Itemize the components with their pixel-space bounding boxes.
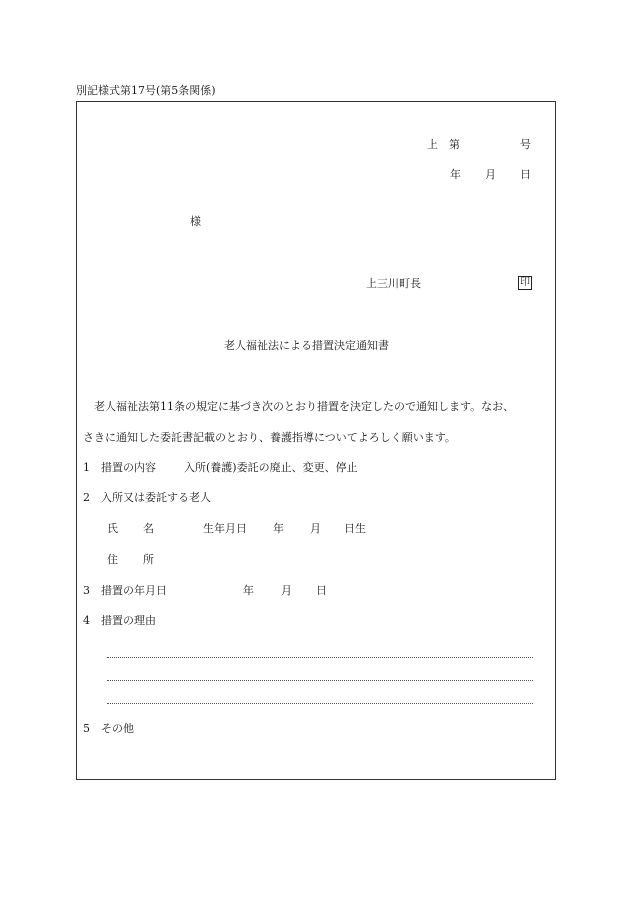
item-4-label: 措置の理由 — [101, 614, 156, 627]
reason-line-2 — [107, 680, 533, 681]
form-label: 別記様式第17号(第5条関係) — [76, 84, 216, 97]
number-prefix: 上 — [427, 138, 438, 151]
item-5-number: 5 — [83, 722, 90, 735]
reason-line-3 — [107, 703, 533, 704]
issuer-name: 上三川町長 — [366, 277, 421, 290]
name-label-1: 氏 — [107, 522, 118, 535]
measure-month: 月 — [281, 584, 292, 597]
number-dai: 第 — [449, 138, 460, 151]
birth-year: 年 — [273, 522, 284, 535]
body-line-1: 老人福祉法第11条の規定に基づき次のとおり措置を決定したので通知します。なお、 — [94, 400, 515, 413]
date-month: 月 — [485, 168, 496, 181]
date-day: 日 — [520, 168, 531, 181]
item-5-label: その他 — [101, 722, 134, 735]
addressee-suffix: 様 — [190, 215, 201, 228]
birth-label: 生年月日 — [203, 522, 247, 535]
item-1-number: 1 — [83, 461, 90, 474]
item-1-value: 入所(養護)委託の廃止、変更、停止 — [184, 461, 358, 474]
number-go: 号 — [520, 138, 531, 151]
date-year: 年 — [450, 168, 461, 181]
item-2-number: 2 — [83, 491, 90, 504]
item-3-label: 措置の年月日 — [101, 584, 167, 597]
measure-year: 年 — [243, 584, 254, 597]
item-3-number: 3 — [83, 584, 90, 597]
seal-label: 印 — [520, 277, 530, 288]
address-label-1: 住 — [107, 553, 118, 566]
item-4-number: 4 — [83, 614, 90, 627]
document-title: 老人福祉法による措置決定通知書 — [224, 339, 389, 352]
birth-month: 月 — [310, 522, 321, 535]
seal-mark — [518, 276, 532, 290]
name-label-2: 名 — [143, 522, 154, 535]
birth-day: 日生 — [344, 522, 366, 535]
item-2-label: 入所又は委託する老人 — [101, 491, 211, 504]
address-label-2: 所 — [143, 553, 154, 566]
item-1-label: 措置の内容 — [101, 461, 156, 474]
reason-line-1 — [107, 657, 533, 658]
body-line-2: さきに通知した委託書記載のとおり、養護指導についてよろしく願います。 — [83, 431, 456, 444]
measure-day: 日 — [316, 584, 327, 597]
